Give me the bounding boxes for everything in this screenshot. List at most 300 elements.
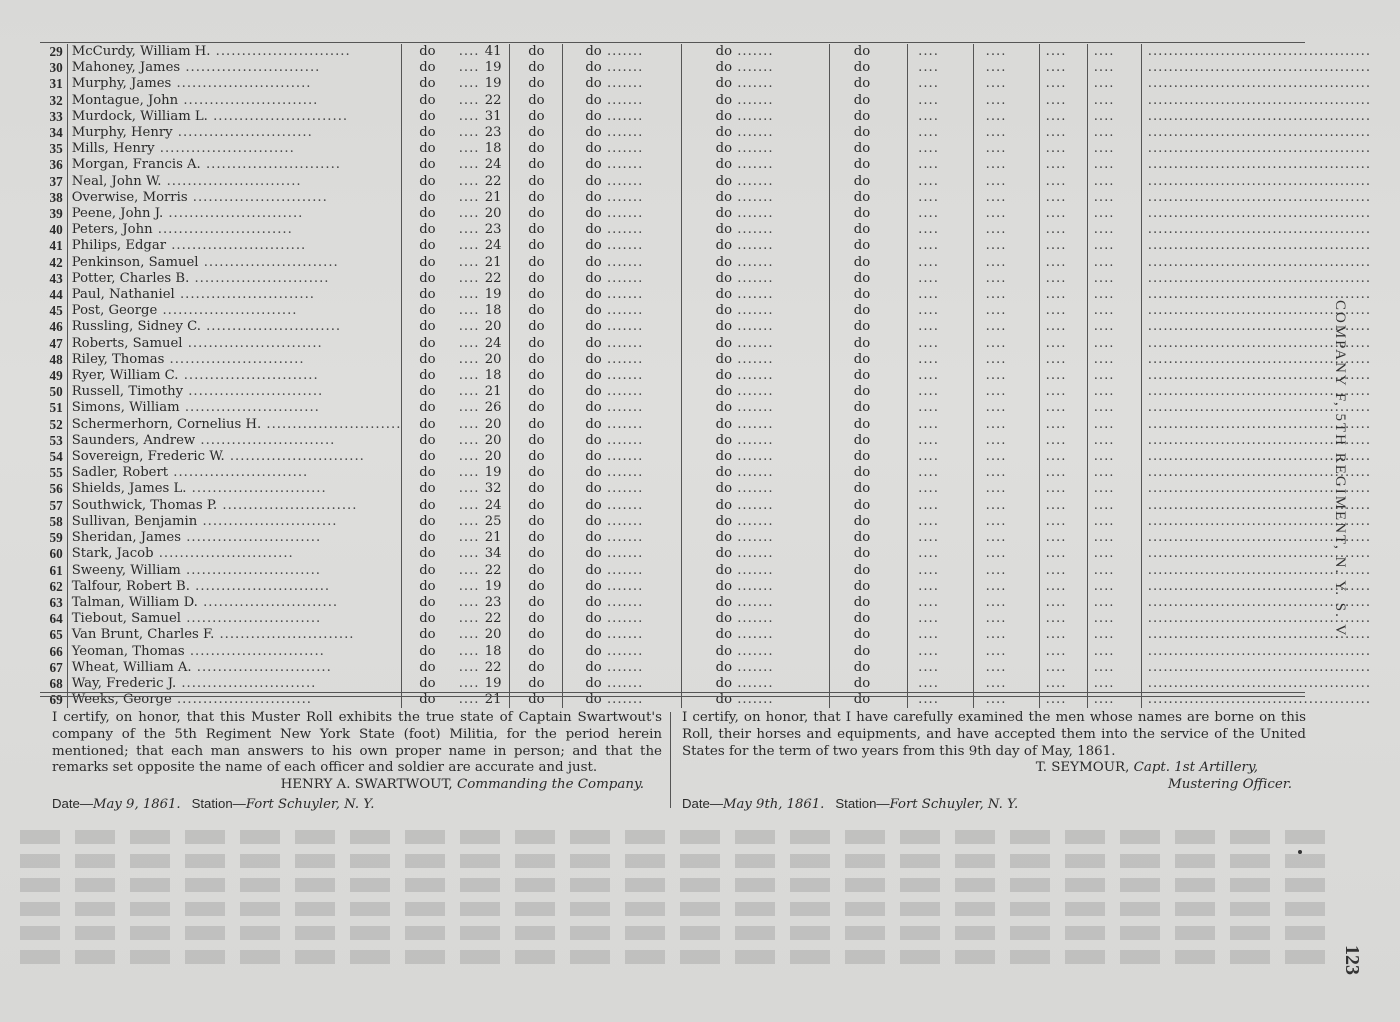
ditto-cell-text: do (715, 189, 733, 205)
ditto-cell-text: do (585, 108, 602, 124)
rank-cell-text: do (419, 303, 436, 319)
empty-cell (973, 336, 1039, 352)
rank-cell-text: do (419, 173, 436, 189)
age-cell (444, 546, 510, 562)
leader-dots: .... (458, 335, 485, 351)
empty-cell (1039, 676, 1087, 692)
leader-dots: ....... (601, 546, 644, 562)
empty-cell (1039, 400, 1087, 416)
ditto-cell (510, 481, 563, 497)
leader-dots: .... (458, 692, 485, 708)
ditto-cell (510, 352, 563, 368)
ditto-cell-text: do (528, 44, 545, 59)
remarks-cell (1141, 514, 1400, 530)
ditto-cell-text: do (528, 222, 545, 238)
leader-dots: .... (1045, 125, 1067, 141)
soldier-name (67, 433, 402, 449)
leader-dots: ....... (601, 206, 644, 222)
remarks-cell (1141, 368, 1400, 384)
leader-dots: .......................... (184, 643, 325, 659)
ditto-cell-text: do (715, 173, 733, 189)
empty-cell (1039, 141, 1087, 157)
table-row (40, 595, 1400, 611)
ditto-cell (681, 433, 829, 449)
ditto-cell (563, 644, 681, 660)
ditto-cell-text: do (715, 449, 733, 465)
soldier-name (67, 352, 402, 368)
leader-dots: .... (918, 675, 939, 691)
rank-cell-text: do (419, 189, 436, 205)
soldier-name (67, 303, 402, 319)
ditto-cell-text: do (853, 578, 871, 594)
leader-dots: .... (985, 384, 1007, 400)
ditto-cell-text: do (853, 627, 871, 643)
soldier-name (67, 546, 402, 562)
leader-dots: .... (985, 627, 1007, 643)
leader-dots: .... (1045, 578, 1067, 594)
ditto-cell (510, 530, 563, 546)
soldier-name-text: Murdock, William L. (71, 108, 208, 124)
row-number-text: 33 (49, 108, 63, 124)
empty-cell (973, 206, 1039, 222)
leader-dots: .... (458, 206, 485, 222)
certificate-divider (670, 712, 671, 808)
leader-dots: .... (458, 530, 485, 546)
leader-dots: .... (1045, 351, 1067, 367)
leader-dots: .... (985, 206, 1007, 222)
age-cell-text: 22 (484, 562, 502, 578)
row-number-text: 53 (49, 432, 63, 448)
rank-cell (402, 271, 444, 287)
leader-dots: ....... (732, 692, 774, 708)
ditto-cell (681, 481, 829, 497)
ditto-cell (829, 611, 907, 627)
leader-dots: .... (458, 222, 485, 238)
age-cell (444, 190, 510, 206)
empty-cell (973, 384, 1039, 400)
soldier-name-text: Mills, Henry (71, 141, 155, 157)
leader-dots: .... (458, 319, 485, 335)
leader-dots: .... (985, 465, 1007, 481)
ditto-cell-text: do (528, 351, 545, 367)
leader-dots: ........................................... (1147, 546, 1372, 562)
leader-dots: ....... (732, 562, 774, 578)
ditto-cell (681, 303, 829, 319)
empty-cell (908, 125, 974, 141)
leader-dots: .......................... (195, 432, 336, 448)
soldier-name (67, 44, 402, 60)
empty-cell (908, 271, 974, 287)
empty-cell (1039, 287, 1087, 303)
row-number (40, 498, 67, 514)
soldier-name-text: Wheat, William A. (71, 659, 192, 675)
empty-cell (1039, 157, 1087, 173)
ditto-cell (829, 93, 907, 109)
empty-cell (908, 368, 974, 384)
row-number-text: 44 (49, 287, 63, 303)
ditto-cell-text: do (585, 432, 602, 448)
leader-dots: .... (1093, 206, 1115, 222)
table-row (40, 352, 1400, 368)
leader-dots: ....... (601, 157, 644, 173)
ditto-cell (681, 368, 829, 384)
leader-dots: ........................................... (1147, 206, 1372, 222)
leader-dots: .... (1045, 627, 1067, 643)
rank-cell-text: do (419, 238, 436, 254)
remarks-cell (1141, 190, 1400, 206)
rank-cell (402, 222, 444, 238)
leader-dots: .... (985, 125, 1007, 141)
rank-cell-text: do (419, 449, 436, 465)
leader-dots: .... (458, 303, 485, 319)
ditto-cell-text: do (853, 108, 871, 124)
row-number (40, 449, 67, 465)
age-cell (444, 271, 510, 287)
empty-cell (908, 384, 974, 400)
ditto-cell-text: do (585, 692, 602, 708)
leader-dots: ....... (601, 400, 644, 416)
leader-dots: .... (458, 432, 485, 448)
age-cell-text: 22 (484, 659, 502, 675)
ditto-cell-text: do (715, 351, 733, 367)
ditto-cell (681, 660, 829, 676)
soldier-name-text: Murphy, Henry (71, 125, 173, 141)
ditto-cell (563, 44, 681, 60)
ditto-cell-text: do (585, 173, 602, 189)
ditto-cell (829, 498, 907, 514)
row-number (40, 60, 67, 76)
leader-dots: .... (1045, 675, 1067, 691)
empty-cell (908, 157, 974, 173)
row-number (40, 368, 67, 384)
ditto-cell (563, 93, 681, 109)
rank-cell-text: do (419, 513, 436, 529)
soldier-name (67, 255, 402, 271)
empty-cell (908, 190, 974, 206)
leader-dots: ........................................... (1147, 432, 1372, 448)
ditto-cell-text: do (585, 497, 602, 513)
leader-dots: ....... (601, 141, 644, 157)
empty-cell (973, 530, 1039, 546)
rank-cell (402, 579, 444, 595)
ditto-cell (829, 546, 907, 562)
age-cell-text: 19 (484, 465, 502, 481)
ditto-cell (829, 627, 907, 643)
ditto-cell-text: do (715, 432, 733, 448)
empty-cell (1039, 303, 1087, 319)
ditto-cell (681, 93, 829, 109)
remarks-cell (1141, 400, 1400, 416)
empty-cell (1087, 60, 1141, 76)
age-cell (444, 336, 510, 352)
ditto-cell-text: do (585, 627, 602, 643)
ditto-cell (681, 319, 829, 335)
ditto-cell (681, 271, 829, 287)
leader-dots: .... (918, 254, 939, 270)
ditto-cell (829, 417, 907, 433)
leader-dots: ....... (601, 465, 644, 481)
leader-dots: .......................... (154, 141, 295, 157)
leader-dots: .... (1093, 578, 1115, 594)
table-row (40, 303, 1400, 319)
leader-dots: .... (458, 465, 485, 481)
ditto-cell (681, 352, 829, 368)
age-cell (444, 44, 510, 60)
empty-cell (1087, 400, 1141, 416)
row-number-text: 31 (49, 76, 63, 92)
ditto-cell-text: do (715, 659, 733, 675)
empty-cell (908, 579, 974, 595)
empty-cell (1039, 530, 1087, 546)
empty-cell (1087, 579, 1141, 595)
leader-dots: ....... (732, 578, 774, 594)
table-row (40, 222, 1400, 238)
ditto-cell (681, 44, 829, 60)
leader-dots: ....... (601, 530, 644, 546)
remarks-cell (1141, 449, 1400, 465)
age-cell-text: 24 (484, 335, 502, 351)
rank-cell-text: do (419, 562, 436, 578)
ditto-cell (563, 303, 681, 319)
soldier-name (67, 287, 402, 303)
ditto-cell-text: do (585, 384, 602, 400)
leader-dots: .... (1093, 627, 1115, 643)
leader-dots: .......................... (181, 530, 322, 546)
ditto-cell (563, 255, 681, 271)
table-row (40, 60, 1400, 76)
leader-dots: ....... (601, 303, 644, 319)
row-number (40, 400, 67, 416)
age-cell (444, 319, 510, 335)
rank-cell (402, 174, 444, 190)
leader-dots: .... (1045, 222, 1067, 238)
ditto-cell (510, 190, 563, 206)
rank-cell (402, 76, 444, 92)
empty-cell (1087, 222, 1141, 238)
ditto-cell (681, 465, 829, 481)
row-number-text: 46 (49, 319, 63, 335)
age-cell (444, 303, 510, 319)
ditto-cell-text: do (528, 530, 545, 546)
rank-cell-text: do (419, 432, 436, 448)
leader-dots: .... (458, 238, 485, 254)
row-number (40, 76, 67, 92)
leader-dots: .... (1045, 303, 1067, 319)
age-cell (444, 417, 510, 433)
soldier-name-text: Penkinson, Samuel (71, 254, 199, 270)
leader-dots: ....... (732, 44, 774, 59)
remarks-cell (1141, 60, 1400, 76)
ditto-cell-text: do (585, 675, 602, 691)
soldier-name-text: Russling, Sidney C. (71, 319, 201, 335)
row-number (40, 514, 67, 530)
leader-dots: .... (1045, 287, 1067, 303)
age-cell-text: 24 (484, 157, 502, 173)
ditto-cell-text: do (528, 270, 545, 286)
leader-dots: ........................................... (1147, 416, 1372, 432)
leader-dots: .... (1045, 594, 1067, 610)
leader-dots: .......................... (168, 465, 309, 481)
empty-cell (973, 287, 1039, 303)
soldier-name (67, 157, 402, 173)
age-cell-text: 32 (484, 481, 502, 497)
empty-cell (973, 611, 1039, 627)
ditto-cell-text: do (853, 400, 871, 416)
leader-dots: .... (918, 125, 939, 141)
empty-cell (973, 60, 1039, 76)
soldier-name-text: Weeks, George (71, 692, 172, 708)
leader-dots: ....... (601, 481, 644, 497)
rank-cell (402, 190, 444, 206)
leader-dots: .... (985, 189, 1007, 205)
leader-dots: .... (918, 335, 939, 351)
ditto-cell-text: do (853, 594, 871, 610)
age-cell-text: 23 (484, 222, 502, 238)
ditto-cell (563, 595, 681, 611)
ditto-cell (510, 76, 563, 92)
soldier-name (67, 384, 402, 400)
leader-dots: .... (1045, 481, 1067, 497)
empty-cell (908, 109, 974, 125)
leader-dots: .... (1093, 481, 1115, 497)
row-number (40, 157, 67, 173)
empty-cell (973, 433, 1039, 449)
leader-dots: .......................... (180, 562, 321, 578)
leader-dots: ....... (732, 125, 774, 141)
age-cell (444, 465, 510, 481)
age-cell-text: 20 (484, 449, 502, 465)
leader-dots: .... (985, 351, 1007, 367)
table-row (40, 271, 1400, 287)
leader-dots: .......................... (197, 594, 339, 610)
empty-cell (973, 627, 1039, 643)
soldier-name-text: Mahoney, James (71, 60, 181, 76)
ditto-cell-text: do (585, 287, 602, 303)
ditto-cell (829, 190, 907, 206)
ditto-cell (681, 190, 829, 206)
leader-dots: ....... (601, 173, 644, 189)
ditto-cell (510, 238, 563, 254)
leader-dots: .... (1093, 351, 1115, 367)
soldier-name-text: Morgan, Francis A. (71, 157, 201, 173)
ditto-cell-text: do (585, 270, 602, 286)
ditto-cell-text: do (585, 530, 602, 546)
leader-dots: .... (985, 675, 1007, 691)
remarks-cell (1141, 433, 1400, 449)
leader-dots: .... (458, 125, 485, 141)
leader-dots: ....... (601, 675, 644, 691)
leader-dots: ........................................... (1147, 238, 1372, 254)
certificate-text: I certify, on honor, that I have carefully examined the men whose names are borne on this Roll, their horses and equipments, and have accepted them into the service of the United States for the term of two years from this 9th day of May, 1861. (682, 710, 1306, 759)
leader-dots: .... (918, 384, 939, 400)
ditto-cell (681, 336, 829, 352)
ditto-cell (510, 222, 563, 238)
ditto-cell-text: do (528, 254, 545, 270)
leader-dots: .... (1045, 432, 1067, 448)
leader-dots: ........................................... (1147, 562, 1372, 578)
rank-cell-text: do (419, 692, 436, 708)
ditto-cell (563, 319, 681, 335)
empty-cell (1087, 44, 1141, 60)
row-number-text: 32 (49, 92, 63, 108)
leader-dots: .... (985, 44, 1007, 59)
rank-cell-text: do (419, 76, 436, 92)
ditto-cell (681, 400, 829, 416)
row-number-text: 37 (49, 173, 63, 189)
soldier-name (67, 514, 402, 530)
leader-dots: .......................... (210, 44, 351, 59)
ditto-cell-text: do (528, 108, 545, 124)
side-running-heading: COMPANY F, 5TH REGIMENT, N. Y. S. V. (1332, 300, 1348, 641)
ditto-cell (829, 530, 907, 546)
table-row (40, 579, 1400, 595)
empty-cell (1087, 417, 1141, 433)
empty-cell (1039, 190, 1087, 206)
rank-cell-text: do (419, 578, 436, 594)
empty-cell (1087, 206, 1141, 222)
ditto-cell (563, 174, 681, 190)
leader-dots: ....... (732, 141, 774, 157)
leader-dots: .... (1045, 643, 1067, 659)
leader-dots: .......................... (224, 449, 365, 465)
soldier-name (67, 660, 402, 676)
leader-dots: .... (918, 497, 939, 513)
age-cell-text: 41 (484, 44, 502, 59)
leader-dots: .... (458, 173, 485, 189)
empty-cell (973, 319, 1039, 335)
empty-cell (1039, 238, 1087, 254)
ditto-cell-text: do (528, 692, 545, 708)
leader-dots: .... (1045, 335, 1067, 351)
empty-cell (1087, 190, 1141, 206)
remarks-cell (1141, 206, 1400, 222)
leader-dots: .... (985, 643, 1007, 659)
row-number (40, 530, 67, 546)
empty-cell (908, 449, 974, 465)
leader-dots: ....... (601, 335, 644, 351)
rank-cell-text: do (419, 92, 436, 108)
ditto-cell-text: do (528, 400, 545, 416)
ditto-cell (563, 660, 681, 676)
empty-cell (973, 125, 1039, 141)
ditto-cell (829, 692, 907, 708)
empty-cell (973, 546, 1039, 562)
empty-cell (1039, 433, 1087, 449)
leader-dots: .......................... (166, 238, 307, 254)
signature-line (682, 760, 1306, 777)
leader-dots: ........................................... (1147, 692, 1372, 708)
table-bottom-rule (40, 692, 1305, 693)
table-row (40, 255, 1400, 271)
leader-dots: ........................................... (1147, 335, 1372, 351)
ditto-cell (563, 384, 681, 400)
remarks-cell (1141, 93, 1400, 109)
leader-dots: .... (1045, 530, 1067, 546)
empty-cell (1087, 449, 1141, 465)
ditto-cell (829, 465, 907, 481)
row-number (40, 384, 67, 400)
leader-dots: .... (1045, 416, 1067, 432)
ditto-cell-text: do (585, 254, 602, 270)
leader-dots: .... (918, 481, 939, 497)
ditto-cell-text: do (528, 643, 545, 659)
ditto-cell-text: do (715, 238, 733, 254)
leader-dots: .... (1093, 189, 1115, 205)
rank-cell-text: do (419, 497, 436, 513)
empty-cell (1039, 206, 1087, 222)
ditto-cell-text: do (585, 189, 602, 205)
leader-dots: .......................... (200, 157, 341, 173)
